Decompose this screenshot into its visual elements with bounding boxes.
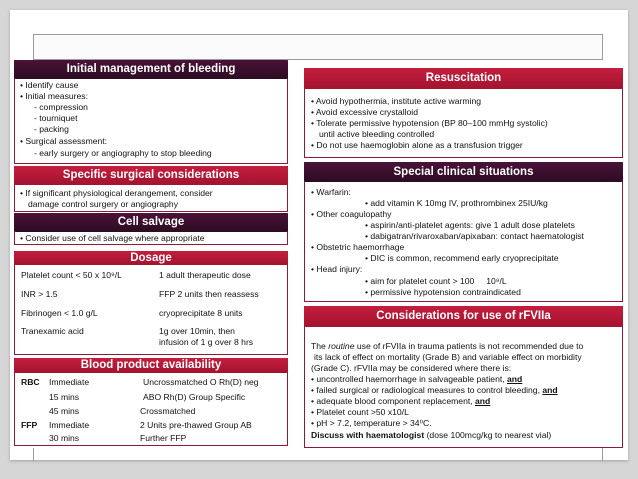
- initial-line-6: • Surgical assessment:: [20, 136, 108, 146]
- dosage-value-1: 1 adult therapeutic dose: [159, 270, 251, 280]
- rfviia-and-3: and: [475, 396, 491, 406]
- rfviia-bullet-2: [311, 385, 558, 396]
- special-line-4: • aspirin/anti-platelet agents: give 1 adult dose platelets: [365, 220, 575, 230]
- surgical-line-2: damage control surgery or angiography: [28, 199, 179, 209]
- initial-line-5: - packing: [34, 124, 69, 134]
- blood-time-4: Immediate: [49, 420, 90, 430]
- rfviia-and-1: and: [507, 374, 523, 384]
- blood-time-3: 45 mins: [49, 406, 80, 416]
- resus-line-1: • Avoid hypothermia, institute active warming: [311, 96, 482, 106]
- initial-line-3: - compression: [34, 102, 88, 112]
- special-line-8: • Head injury:: [311, 264, 363, 274]
- blood-value-3: Crossmatched: [140, 406, 196, 416]
- special-line-7: • DIC is common, recommend early cryoprecipitate: [365, 253, 559, 263]
- resus-line-3: • Tolerate permissive hypotension (BP 80–100 mmHg systolic): [311, 118, 548, 128]
- cell-salvage-header: Cell salvage: [14, 213, 288, 232]
- blood-value-2: ABO Rh(D) Group Specific: [143, 392, 246, 402]
- dosage-header: Dosage: [14, 251, 288, 265]
- rfviia-bullet-5: • pH > 7.2, temperature > 34⁰C.: [311, 418, 432, 428]
- rfviia-bullet-3-text: • adequate blood component replacement,: [311, 396, 476, 406]
- blood-product-rbc: RBC: [21, 377, 40, 387]
- resus-line-2: • Avoid excessive crystalloid: [311, 107, 418, 117]
- initial-management-header: Initial management of bleeding: [14, 60, 288, 79]
- initial-line-4: - tourniquet: [34, 113, 78, 123]
- initial-line-1: • Identify cause: [20, 80, 79, 90]
- initial-line-7: - early surgery or angiography to stop bleeding: [34, 148, 212, 158]
- resus-line-4: until active bleeding controlled: [319, 129, 435, 139]
- slide-footer-box: [33, 448, 603, 461]
- rfviia-and-2: and: [542, 385, 558, 395]
- dosage-value-3: cryoprecipitate 8 units: [159, 308, 243, 318]
- blood-product-ffp: FFP: [21, 420, 38, 430]
- blood-product-header: Blood product availability: [14, 358, 288, 373]
- rfviia-para-2: its lack of effect on mortality (Grade B) and variable effect on morbidity: [314, 352, 582, 362]
- dosage-label-1: Platelet count < 50 x 10⁹/L: [21, 270, 122, 280]
- special-line-5: • dabigatran/rivaroxaban/apixaban: contact haematologist: [365, 231, 584, 241]
- dosage-label-3: Fibrinogen < 1.0 g/L: [21, 308, 98, 318]
- blood-value-4: 2 Units pre-thawed Group AB: [140, 420, 252, 430]
- dosage-value-2: FFP 2 units then reassess: [159, 289, 259, 299]
- cell-salvage-line-1: • Consider use of cell salvage where appropriate: [20, 233, 205, 243]
- blood-time-2: 15 mins: [49, 392, 80, 402]
- rfviia-para-1b: use of rFVIIa in trauma patients is not recommended due to: [354, 341, 584, 351]
- slide-title-box: [33, 34, 603, 60]
- special-situations-header: Special clinical situations: [304, 162, 623, 182]
- blood-value-1: Uncrossmatched O Rh(D) neg: [143, 377, 259, 387]
- surgical-line-1: • If significant physiological derangement, consider: [20, 188, 213, 198]
- rfviia-para-1: [311, 341, 583, 352]
- special-line-3: • Other coagulopathy: [311, 209, 392, 219]
- rfviia-bullet-3: [311, 396, 490, 407]
- rfviia-para-1a: The: [311, 341, 329, 351]
- surgical-header: Specific surgical considerations: [14, 166, 288, 185]
- resus-line-5: • Do not use haemoglobin alone as a transfusion trigger: [311, 140, 523, 150]
- dosage-value-4b: infusion of 1 g over 8 hrs: [159, 337, 254, 347]
- initial-line-2: • Initial measures:: [20, 91, 88, 101]
- rfviia-discuss-rest: (dose 100mcg/kg to nearest vial): [424, 430, 552, 440]
- rfviia-bullet-4: • Platelet count >50 x10/L: [311, 407, 409, 417]
- special-line-2: • add vitamin K 10mg IV, prothrombinex 25IU/kg: [365, 198, 548, 208]
- blood-value-5: Further FFP: [140, 433, 187, 443]
- rfviia-discuss: [311, 430, 551, 441]
- special-line-9: • aim for platelet count > 100 10⁹/L: [365, 276, 507, 286]
- rfviia-bullet-1-text: • uncontrolled haemorrhage in salvageable patient,: [311, 374, 508, 384]
- special-line-10: • permissive hypotension contraindicated: [365, 287, 521, 297]
- rfviia-header: Considerations for use of rFVIIa: [304, 306, 623, 327]
- rfviia-bullet-1: [311, 374, 522, 385]
- dosage-label-4: Tranexamic acid: [21, 326, 84, 336]
- rfviia-bullet-2-text: • failed surgical or radiological measures to control bleeding,: [311, 385, 543, 395]
- rfviia-para-3: (Grade C). rFVIIa may be considered where there is:: [311, 363, 512, 373]
- blood-time-5: 30 mins: [49, 433, 80, 443]
- resuscitation-header: Resuscitation: [304, 68, 623, 89]
- special-line-1: • Warfarin:: [311, 187, 351, 197]
- rfviia-discuss-bold: Discuss with haematologist: [311, 430, 425, 440]
- special-line-6: • Obstetric haemorrhage: [311, 242, 405, 252]
- rfviia-routine: routine: [328, 341, 355, 351]
- blood-time-1: Immediate: [49, 377, 90, 387]
- dosage-value-4: 1g over 10min, then: [159, 326, 235, 336]
- dosage-label-2: INR > 1.5: [21, 289, 58, 299]
